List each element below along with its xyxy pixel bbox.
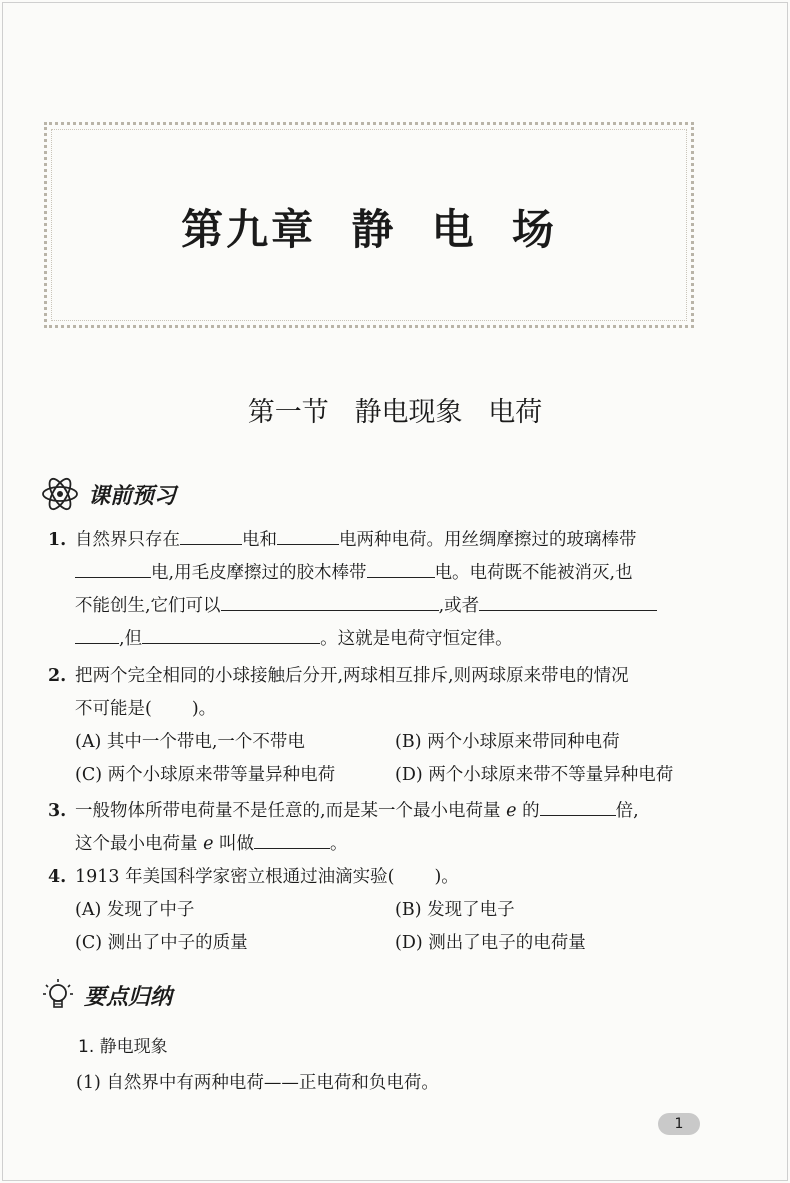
q2-options (75, 726, 728, 792)
q4-stem: )。 (434, 867, 459, 887)
summary-heading (40, 977, 172, 1013)
q2-stem: )。 (191, 699, 217, 719)
chapter-title-box (44, 122, 694, 328)
q1-text: 电两种电荷。用丝绸摩擦过的玻璃棒带 (339, 530, 637, 550)
q3-text: 倍, (615, 801, 639, 821)
q3-text: 这个最小电荷量 (75, 834, 198, 854)
atom-icon (40, 477, 80, 511)
answer-blank (540, 797, 616, 816)
answer-blank (180, 526, 242, 545)
q1-text: 。这就是电荷守恒定律。 (320, 629, 513, 649)
q1-text: 电。电荷既不能被消灭,也 (434, 563, 633, 583)
page-number: 1 (658, 1113, 700, 1135)
q3-text: 的 (522, 801, 540, 821)
summary-item-2: (1) 自然界中有两种电荷——正电荷和负电荷。 (76, 1073, 439, 1093)
answer-blank (75, 559, 151, 578)
answer-blank (277, 526, 339, 545)
option-d: (D) 两个小球原来带不等量异种电荷 (395, 765, 674, 785)
variable-e: e (506, 801, 517, 821)
option-a: (A) 发现了中子 (75, 900, 195, 920)
q3-text: 一般物体所带电荷量不是任意的,而是某一个最小电荷量 (75, 801, 501, 821)
q3-text: 。 (330, 834, 348, 854)
q2-stem-line1: 把两个完全相同的小球接触后分开,两球相互排斥,则两球原来带电的情况 (75, 666, 629, 686)
option-b: (B) 两个小球原来带同种电荷 (395, 732, 620, 752)
option-c: (C) 测出了中子的质量 (75, 933, 248, 953)
q4-stem: 1913 年美国科学家密立根通过油滴实验( (75, 867, 395, 887)
preview-heading-text: 课前预习 (88, 483, 177, 509)
chapter-title: 第九章 静 电 场 (181, 205, 557, 254)
answer-blank (479, 592, 657, 611)
q3-text: 叫做 (219, 834, 255, 854)
question-1 (48, 524, 728, 656)
option-a: (A) 其中一个带电,一个不带电 (75, 732, 305, 752)
variable-e: e (203, 834, 214, 854)
preview-heading (40, 477, 176, 511)
option-c: (C) 两个小球原来带等量异种电荷 (75, 765, 336, 785)
summary-item-1: 1. 静电现象 (78, 1037, 168, 1057)
answer-blank (367, 559, 435, 578)
question-4 (48, 861, 728, 960)
question-2 (48, 660, 728, 792)
section-title: 第一节 静电现象 电荷 (247, 397, 543, 428)
q1-text: 不能创生,它们可以 (75, 596, 221, 616)
question-number: 1. (48, 530, 67, 550)
option-b: (B) 发现了电子 (395, 900, 515, 920)
answer-blank (75, 625, 119, 644)
answer-blank (254, 830, 330, 849)
answer-blank (221, 592, 439, 611)
summary-heading-text: 要点归纳 (84, 984, 173, 1010)
answer-blank (142, 625, 320, 644)
question-number: 3. (48, 801, 67, 821)
option-d: (D) 测出了电子的电荷量 (395, 933, 586, 953)
question-number: 4. (48, 867, 67, 887)
q1-text: 电,用毛皮摩擦过的胶木棒带 (151, 563, 367, 583)
question-3 (48, 795, 728, 861)
question-number: 2. (48, 666, 67, 686)
q1-text: ,但 (119, 629, 143, 649)
q4-options (75, 894, 728, 960)
q1-text: ,或者 (438, 596, 480, 616)
q1-text: 自然界只存在 (75, 530, 180, 550)
q1-text: 电和 (242, 530, 277, 550)
q2-stem: 不可能是( (75, 699, 152, 719)
lightbulb-icon (40, 977, 76, 1013)
